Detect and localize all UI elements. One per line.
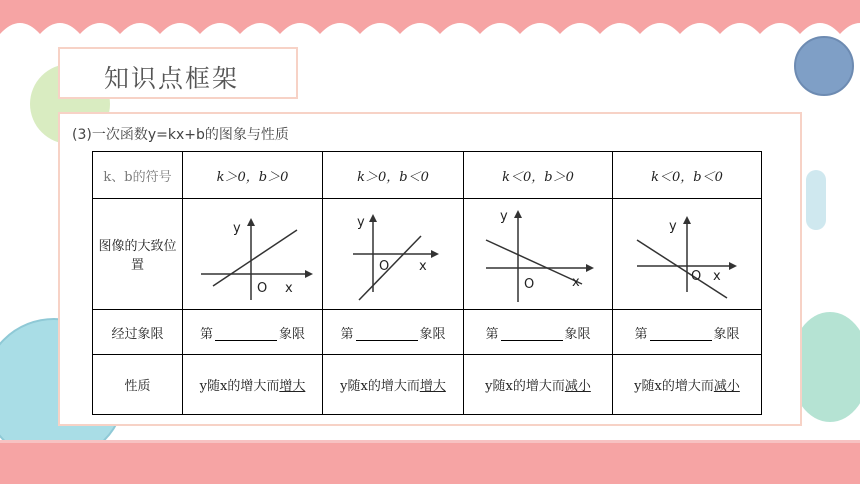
property-value-2: 增大 [419,379,446,394]
quadrant-label: 经过象限 [111,326,164,342]
quadrant-cell [613,310,762,355]
graph-k-pos-b-pos [193,204,313,304]
decorative-circle-lightblue [806,170,826,230]
linear-function-table [92,151,762,415]
condition-cell [323,152,464,199]
quadrant-blank[interactable] [501,328,563,341]
x-axis-arrow [586,264,594,272]
quadrant-suffix: 象限 [419,326,446,342]
x-axis-label: x [419,259,427,274]
graph-cell [464,199,613,310]
top-banner [0,0,860,34]
quadrant-prefix: 第 [485,326,499,342]
y-axis-label: y [232,221,241,236]
quadrant-cell [183,310,323,355]
property-label: 性质 [124,379,151,394]
graph-label: 图像的大致位置 [98,239,177,273]
property-prefix: y随x的增大而 [199,379,280,394]
origin-label: O [256,281,267,296]
decorative-circle-navy [794,36,854,96]
table-row-signs [93,152,762,199]
page-title: 知识点框架 [104,64,240,93]
condition-3: k＜0，b＞0 [502,169,574,185]
condition-4: k＜0，b＜0 [651,169,723,185]
origin-label: O [379,259,390,274]
quadrant-blank[interactable] [356,328,418,341]
quadrant-prefix: 第 [634,326,648,342]
quadrant-suffix: 象限 [713,326,740,342]
y-axis-arrow [514,210,522,218]
x-axis-label: x [713,269,721,284]
quadrant-prefix: 第 [340,326,354,342]
property-prefix: y随x的增大而 [485,379,565,394]
bottom-stripe [0,440,860,443]
graph-cell [323,199,464,310]
function-line [359,236,421,300]
sign-label-cell [93,152,183,199]
y-axis-label: y [357,215,365,230]
property-cell [323,355,464,415]
graph-cell [183,199,323,310]
condition-2: k＞0，b＜0 [357,169,429,185]
property-cell [464,355,613,415]
property-label-cell [93,355,183,415]
section-subtitle: (3)一次函数y=kx+b的图象与性质 [72,127,289,143]
graph-label-cell [93,199,183,310]
quadrant-suffix: 象限 [564,326,591,342]
quadrant-suffix: 象限 [279,326,306,342]
y-axis-arrow [247,218,255,226]
y-axis-arrow [369,214,377,222]
property-prefix: y随x的增大而 [634,379,714,394]
table-row-quadrants [93,310,762,355]
condition-1: k＞0，b＞0 [216,169,289,185]
graph-k-neg-b-pos [478,204,598,304]
property-prefix: y随x的增大而 [340,379,420,394]
quadrant-cell [323,310,464,355]
quadrant-blank[interactable] [215,328,277,341]
graph-cell [613,199,762,310]
x-axis-label: x [284,281,293,296]
x-axis-arrow [729,262,737,270]
graph-k-pos-b-neg [333,204,453,304]
x-axis-arrow [305,270,313,278]
title-tab [58,47,298,99]
x-axis-label: x [572,275,580,290]
sign-label: k、b的符号 [103,169,172,185]
quadrant-prefix: 第 [199,326,213,342]
function-line [213,230,297,286]
property-value-1: 增大 [279,379,306,394]
quadrant-blank[interactable] [650,328,712,341]
bottom-band [0,440,860,484]
property-value-4: 减小 [713,379,740,394]
property-value-3: 减小 [564,379,591,394]
property-cell [613,355,762,415]
scallop-decoration [0,0,860,34]
condition-cell [183,152,323,199]
origin-label: O [524,277,535,292]
x-axis-arrow [431,250,439,258]
y-axis-label: y [669,219,677,234]
property-cell [183,355,323,415]
origin-label: O [691,269,702,284]
y-axis-arrow [683,216,691,224]
table-row-graphs [93,199,762,310]
y-axis-label: y [500,209,508,224]
condition-cell [613,152,762,199]
quadrant-cell [464,310,613,355]
quadrant-label-cell [93,310,183,355]
table-row-properties [93,355,762,415]
graph-k-neg-b-neg [627,204,747,304]
condition-cell [464,152,613,199]
